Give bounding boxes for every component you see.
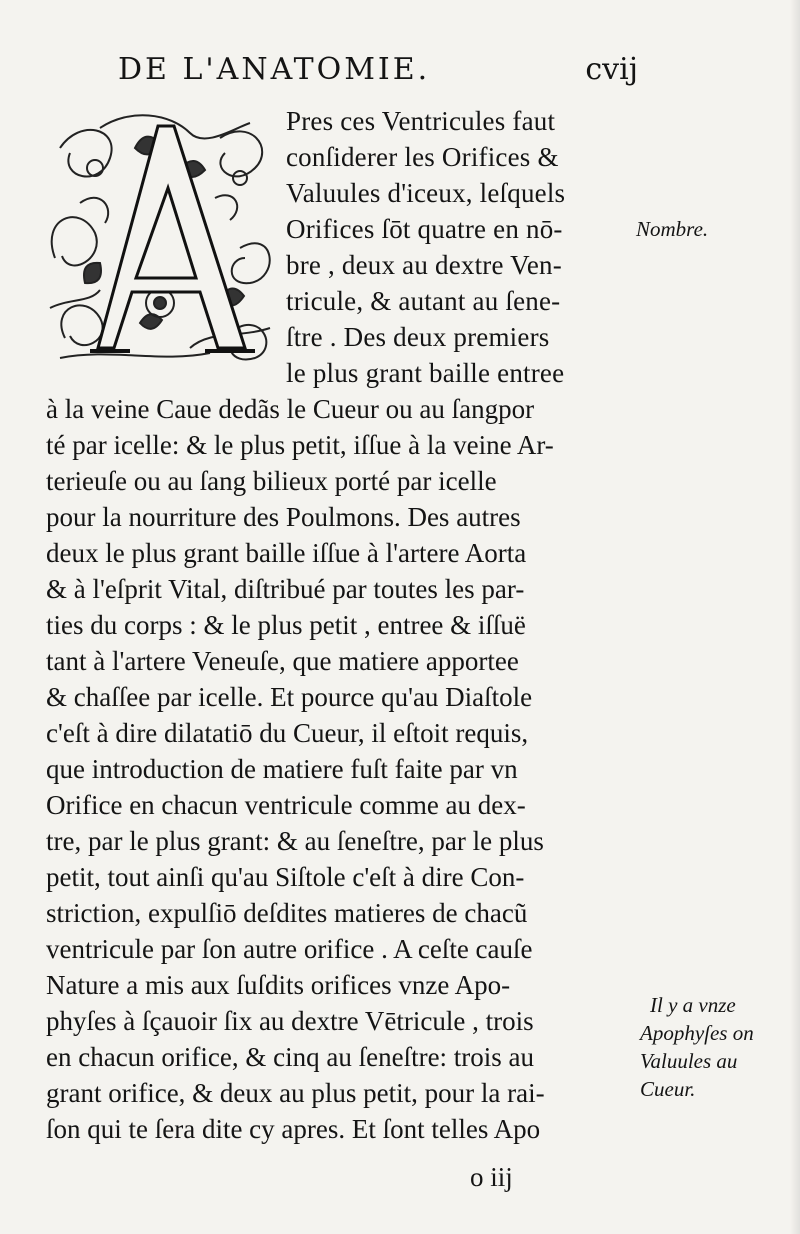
margin-note-line: Cueur. <box>640 1077 696 1101</box>
text-line: Orifice en chacun ventricule comme au dex- <box>46 790 526 820</box>
text-line: phyſes à ſçauoir ſix au dextre Vētricule , trois <box>46 1006 534 1036</box>
text-line: Valuules d'iceux, leſquels <box>286 178 566 208</box>
text-line: ſtre . Des deux premiers <box>286 322 550 352</box>
ornamental-initial-svg <box>40 108 280 370</box>
text-line: à la veine Caue dedãs le Cueur ou au ſangpor <box>46 394 535 424</box>
text-line: grant orifice, & deux au plus petit, pour la rai- <box>46 1078 545 1108</box>
text-line: deux le plus grant baille iſſue à l'artere Aorta <box>46 538 527 568</box>
text-line: petit, tout ainſi qu'au Siſtole c'eſt à dire Con- <box>46 862 525 892</box>
signature-mark: o iij <box>470 1162 513 1192</box>
text-line: Orifices ſōt quatre en nō- <box>286 214 563 244</box>
text-line: terieuſe ou au ſang bilieux porté par icelle <box>46 466 497 496</box>
text-line: Nature a mis aux ſuſdits orifices vnze Apo- <box>46 970 511 1000</box>
text-line: en chacun orifice, & cinq au ſeneſtre: trois au <box>46 1042 535 1072</box>
text-line: & chaſſee par icelle. Et pource qu'au Diaſtole <box>46 682 533 712</box>
text-line: striction, expulſiō deſdites matieres de chacũ <box>46 898 528 928</box>
margin-note-line: Il y a vnze <box>650 993 736 1017</box>
text-line: tre, par le plus grant: & au ſeneſtre, par le plus <box>46 826 544 856</box>
text-line: & à l'eſprit Vital, diſtribué par toutes les par- <box>46 574 525 604</box>
folio-number: cvij <box>585 52 638 87</box>
text-line: té par icelle: & le plus petit, iſſue à la veine Ar- <box>46 430 554 460</box>
page-edge-shadow <box>790 0 800 1234</box>
running-head: DE L'ANATOMIE. <box>118 52 431 87</box>
text-line: bre , deux au dextre Ven- <box>286 250 562 280</box>
text-line: tricule, & autant au ſene- <box>286 286 561 316</box>
margin-note-line: Valuules au <box>640 1049 738 1073</box>
text-line: ſon qui te ſera dite cy apres. Et ſont telles Apo <box>46 1114 541 1144</box>
text-line: tant à l'artere Veneuſe, que matiere apportee <box>46 646 519 676</box>
text-line: Pres ces Ventricules faut <box>286 106 556 136</box>
text-line: le plus grant baille entree <box>286 358 565 388</box>
text-line: ventricule par ſon autre orifice . A ceſte cauſe <box>46 934 533 964</box>
text-line: que introduction de matiere fuſt faite par vn <box>46 754 518 784</box>
text-line: ties du corps : & le plus petit , entree & iſſuë <box>46 610 526 640</box>
text-line: c'eſt à dire dilatatiō du Cueur, il eſtoit requis, <box>46 718 529 748</box>
margin-note-line: Apophyſes on <box>640 1021 754 1045</box>
ornamental-initial-A-icon <box>40 108 280 370</box>
text-line: conſiderer les Orifices & <box>286 142 559 172</box>
text-line: pour la nourriture des Poulmons. Des autres <box>46 502 521 532</box>
margin-note-nombre: Nombre. <box>636 217 709 241</box>
page-header <box>118 52 638 96</box>
